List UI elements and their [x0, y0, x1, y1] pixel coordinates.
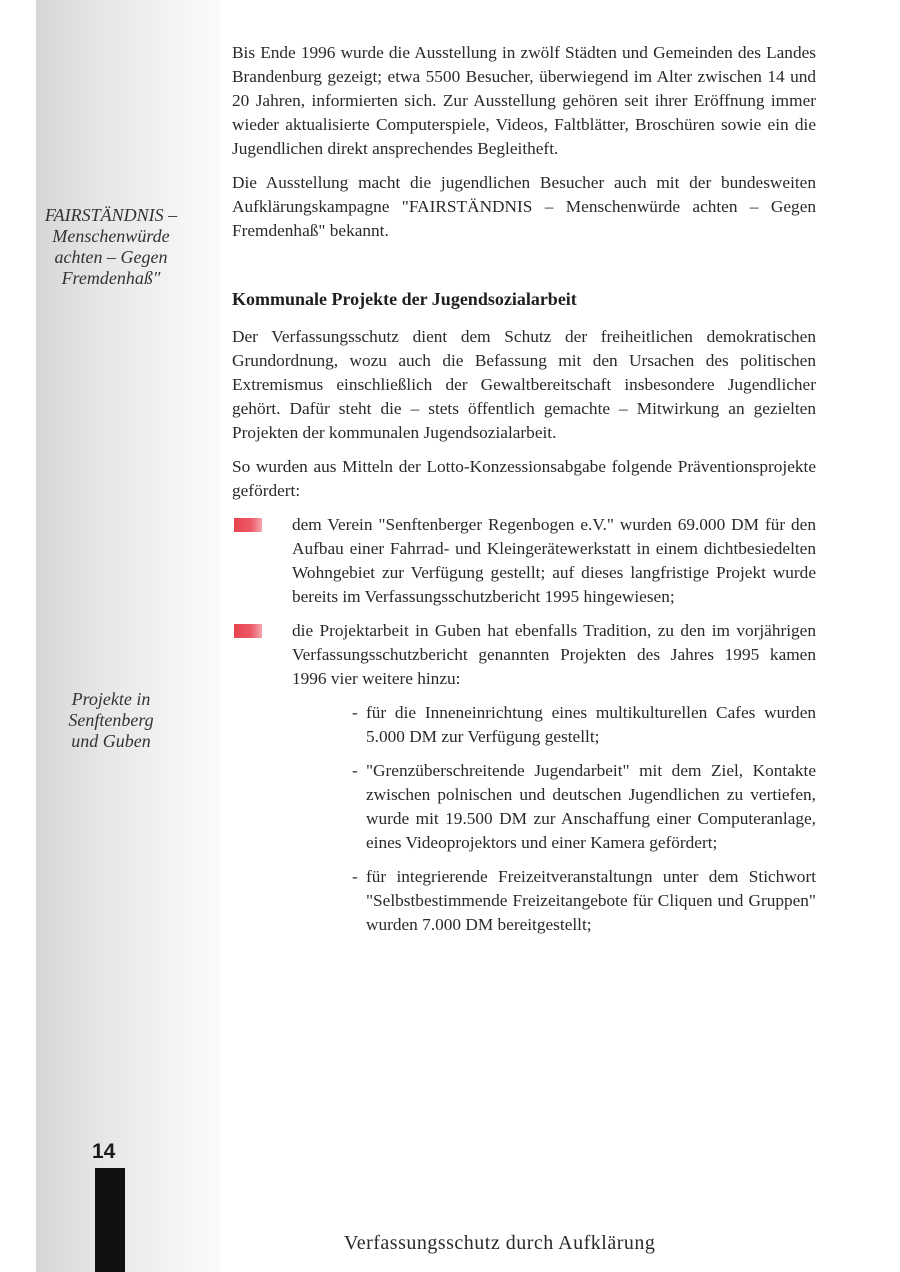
- page-left-margin: [0, 0, 36, 1272]
- note-line: Fremdenhaß": [61, 268, 161, 288]
- note-line: achten – Gegen: [54, 247, 168, 267]
- main-text: [232, 41, 816, 947]
- bullet-text: dem Verein "Senftenberger Regenbogen e.V." wurden 69.000 DM für den Aufbau einer Fahrrad- und Kleingerätewerkstatt in einem dichtbesiedelten Wohngebiet zur Verfügung gestellt; auf dieses langfristige Projekt wurde bereits im Verfassungsschutzbericht 1995 hingewiesen;: [292, 515, 816, 606]
- margin-note-fairstaendnis: [36, 205, 186, 289]
- paragraph-exhibition: Bis Ende 1996 wurde die Ausstellung in zwölf Städten und Gemeinden des Landes Brandenburg gezeigt; etwa 5500 Besucher, überwiegend im Alter zwischen 14 und 20 Jahren, informierten sich. Zur Ausstellung gehören seit ihrer Eröffnung immer wieder aktualisierte Computerspiele, Videos, Faltblätter, Broschüren sowie ein die Jugendlichen direkt ansprechendes Begleitheft.: [232, 43, 816, 158]
- sub-item: [352, 701, 816, 749]
- paragraph-lotto: So wurden aus Mitteln der Lotto-Konzessionsabgabe folgende Präventionsprojekte gefördert:: [232, 457, 816, 500]
- sub-item-text: für integrierende Freizeitveranstaltungn unter dem Stichwort "Selbstbestimmende Freizeitangebote für Cliquen und Gruppen" wurden 7.000 DM bereitgestellt;: [366, 867, 816, 934]
- note-line: Senftenberg: [68, 710, 154, 730]
- page-number: 14: [92, 1140, 116, 1163]
- dash-icon: -: [352, 703, 358, 722]
- margin-note-projekte: [36, 689, 186, 752]
- paragraph-campaign: Die Ausstellung macht die jugendlichen Besucher auch mit der bundesweiten Aufklärungskampagne "FAIRSTÄNDNIS – Menschenwürde achten – Gegen Fremdenhaß" bekannt.: [232, 173, 816, 240]
- dash-icon: -: [352, 867, 358, 886]
- sub-item: [352, 865, 816, 937]
- bullet-text: die Projektarbeit in Guben hat ebenfalls Tradition, zu den im vorjährigen Verfassungsschutzbericht genannten Projekten des Jahres 1995 kamen 1996 vier weitere hinzu:: [292, 621, 816, 688]
- dash-icon: -: [352, 761, 358, 780]
- sub-item: [352, 759, 816, 855]
- paragraph-verfassungsschutz: Der Verfassungsschutz dient dem Schutz der freiheitlichen demokratischen Grundordnung, wozu auch die Befassung mit den Ursachen des politischen Extremismus einschließlich der Gewaltbereitschaft insbesondere Jugendlicher gehört. Dafür steht die – stets öffentlich gemachte – Mitwirkung an gezielten Projekten der kommunalen Jugendsozialarbeit.: [232, 327, 816, 442]
- red-bullet-icon: [234, 518, 262, 532]
- red-bullet-icon: [234, 624, 262, 638]
- note-line: Menschenwürde: [52, 226, 170, 246]
- note-line: FAIRSTÄNDNIS –: [44, 205, 178, 225]
- section-heading: Kommunale Projekte der Jugendsozialarbeit: [232, 289, 577, 309]
- note-line: und Guben: [71, 731, 151, 751]
- sub-item-text: "Grenzüberschreitende Jugendarbeit" mit dem Ziel, Kontakte zwischen polnischen und deutschen Jugendlichen zu vertiefen, wurde mit 19.500 DM zur Anschaffung einer Computeranlage, eines Videoprojektors und einer Kamera gefördert;: [366, 761, 816, 852]
- sub-item-text: für die Inneneinrichtung eines multikulturellen Cafes wurden 5.000 DM zur Verfügung gestellt;: [366, 703, 816, 746]
- note-line: Projekte in: [71, 689, 151, 709]
- margin-sidebar: [36, 0, 220, 1272]
- bullet-item: [232, 513, 816, 609]
- page-number-bar: [95, 1168, 125, 1272]
- running-footer: Verfassungsschutz durch Aufklärung: [344, 1232, 656, 1254]
- bullet-item: [232, 619, 816, 691]
